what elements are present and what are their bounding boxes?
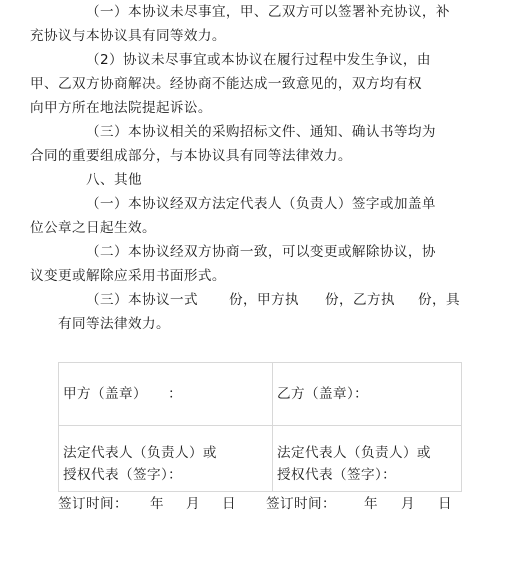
party-b-rep-label: 法定代表人（负责人）或 <box>277 445 431 461</box>
clause-supplementary-agreement <box>30 0 462 48</box>
party-a-seal-cell <box>59 363 273 426</box>
signing-date-label-a: 签订时间： <box>58 496 128 512</box>
clause-line: 位公章之日起生效。 <box>30 220 156 236</box>
clause-line: （三）本协议相关的采购招标文件、通知、确认书等均为 <box>86 124 436 140</box>
signing-date-row <box>0 492 519 516</box>
party-b-seal-cell <box>273 363 462 426</box>
party-b-representative-cell <box>273 426 462 492</box>
clause-line: 有同等法律效力。 <box>58 316 170 332</box>
party-b-rep-sign-label: 授权代表（签字）： <box>277 467 397 483</box>
clause-fragment: 份，甲方执 <box>229 292 299 308</box>
party-a-seal-label: 甲方（盖章） ： <box>63 386 183 402</box>
clause-copies <box>58 288 462 336</box>
clause-effective-date <box>30 192 462 240</box>
section-heading-other: 八、其他 <box>86 172 142 188</box>
clause-line: 向甲方所在地法院提起诉讼。 <box>30 100 212 116</box>
signing-month-b: 月 <box>401 496 415 512</box>
party-b-seal-label: 乙方（盖章）： <box>277 386 369 402</box>
signing-month-a: 月 <box>186 496 200 512</box>
clause-procurement-documents <box>30 120 462 168</box>
clause-line: 合同的重要组成部分，与本协议具有同等法律效力。 <box>30 148 352 164</box>
clause-fragment: 份，具 <box>418 292 460 308</box>
clause-line: （一）本协议经双方法定代表人（负责人）签字或加盖单 <box>86 196 436 212</box>
signing-date-label-b: 签订时间： <box>266 496 336 512</box>
clause-fragment: 份，乙方执 <box>325 292 395 308</box>
clause-line: （一）本协议未尽事宜，甲、乙双方可以签署补充协议，补 <box>86 4 450 20</box>
clause-line: 甲、乙双方协商解决。经协商不能达成一致意见的，双方均有权 <box>30 76 422 92</box>
clause-amendment <box>30 240 462 288</box>
clause-line: （二）本协议经双方协商一致，可以变更或解除协议，协 <box>86 244 436 260</box>
signing-day-b: 日 <box>438 496 452 512</box>
party-a-rep-label: 法定代表人（负责人）或 <box>63 445 217 461</box>
party-a-representative-cell <box>59 426 273 492</box>
clause-fragment: （三）本协议一式 <box>86 292 198 308</box>
signing-year-a: 年 <box>150 496 164 512</box>
signing-day-a: 日 <box>222 496 236 512</box>
clause-line: （2）协议未尽事宜或本协议在履行过程中发生争议，由 <box>86 52 431 68</box>
clause-line: 充协议与本协议具有同等效力。 <box>30 28 226 44</box>
clause-dispute-resolution <box>30 48 462 120</box>
signature-table <box>58 362 462 492</box>
party-a-rep-sign-label: 授权代表（签字）： <box>63 467 183 483</box>
clause-line: 议变更或解除应采用书面形式。 <box>30 268 226 284</box>
signing-year-b: 年 <box>364 496 378 512</box>
